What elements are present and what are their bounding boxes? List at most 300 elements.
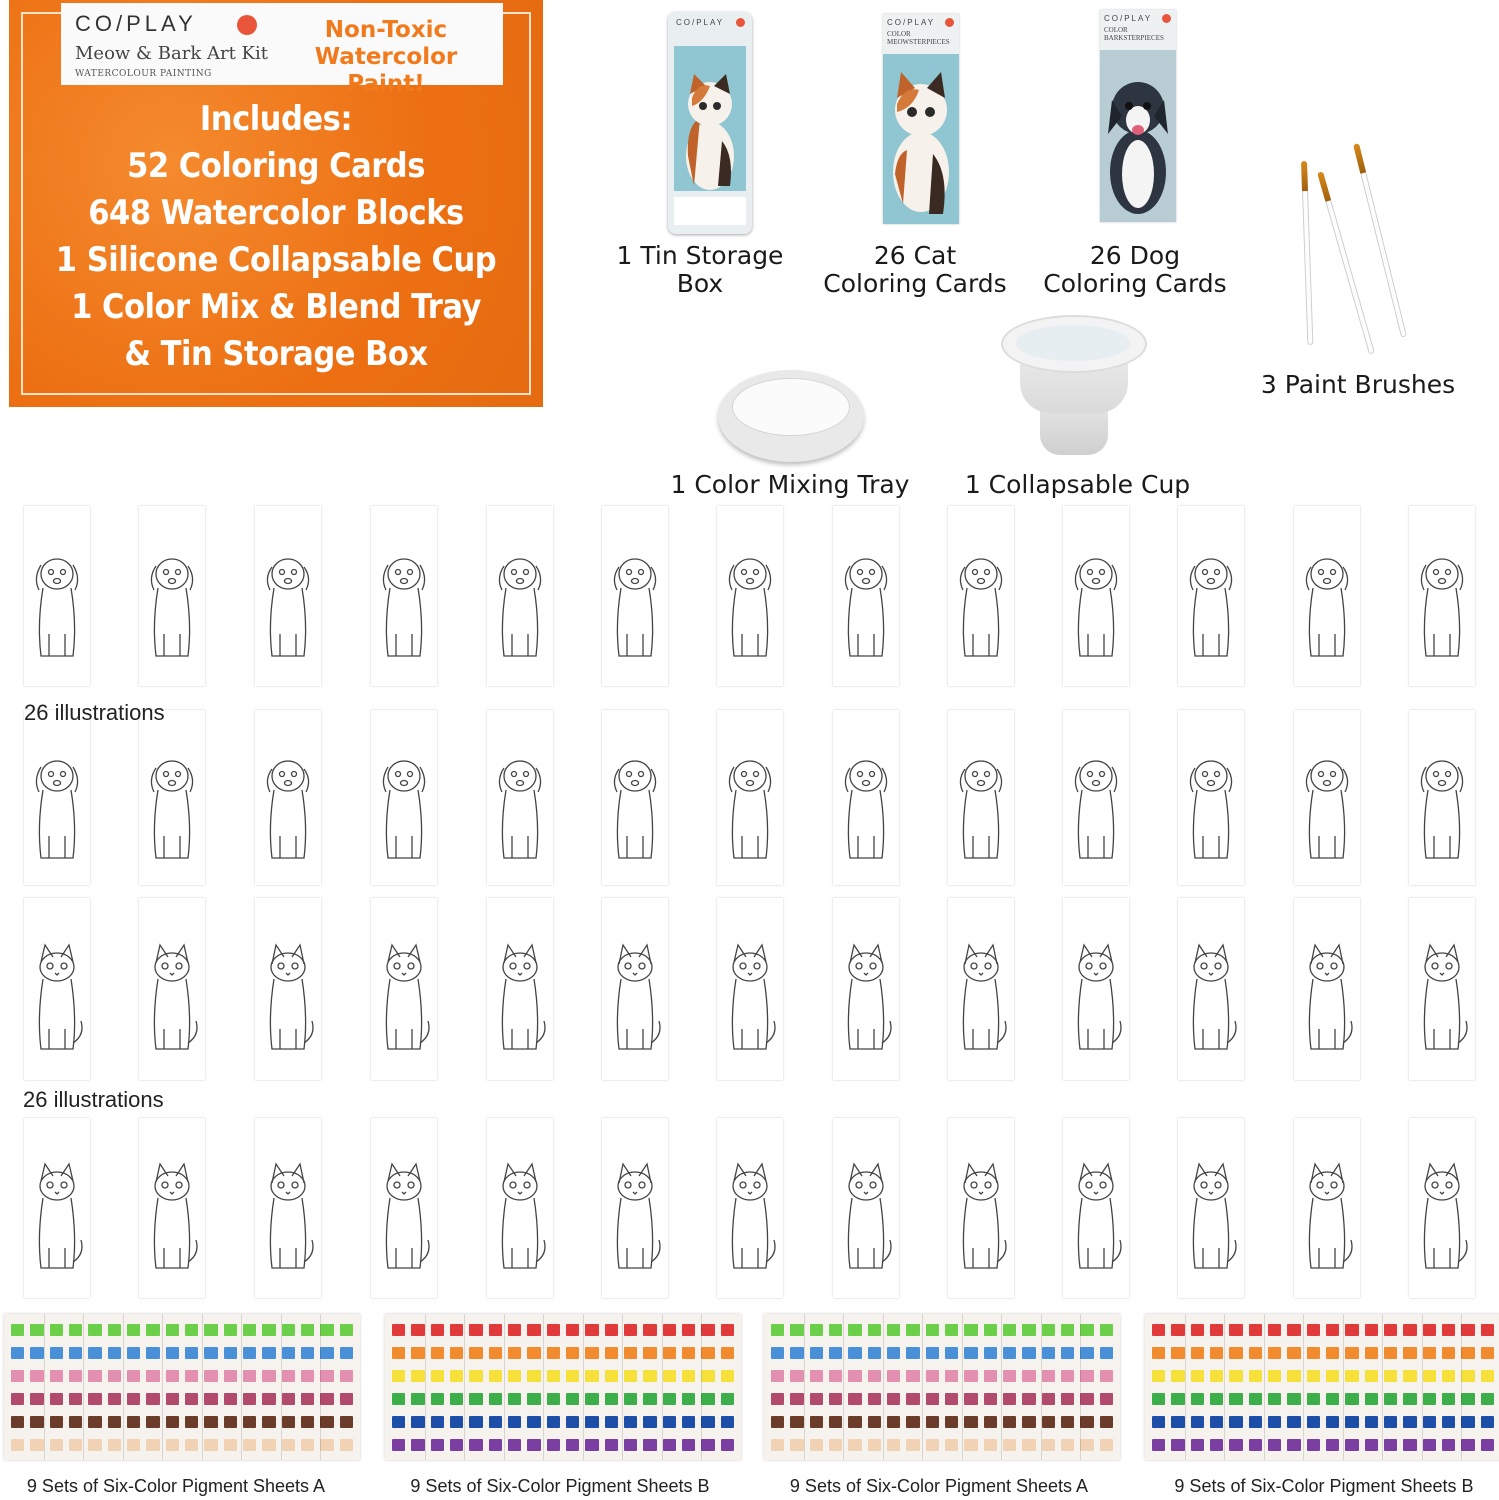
pigment-block bbox=[682, 1416, 695, 1428]
pigment-block bbox=[1442, 1324, 1455, 1336]
pigment-block bbox=[984, 1393, 997, 1405]
pigment-sheet-a bbox=[764, 1314, 1120, 1460]
non-toxic-badge bbox=[279, 17, 493, 98]
pigment-block bbox=[30, 1347, 43, 1359]
pigment-block bbox=[547, 1416, 560, 1428]
pigment-block bbox=[887, 1416, 900, 1428]
pigment-block bbox=[964, 1393, 977, 1405]
pigment-block bbox=[508, 1416, 521, 1428]
includes-heading: Includes: bbox=[199, 99, 353, 139]
pigment-block bbox=[682, 1324, 695, 1336]
pigment-block bbox=[1191, 1416, 1204, 1428]
pigment-block bbox=[868, 1347, 881, 1359]
paint-brush bbox=[1325, 199, 1375, 354]
pigment-block bbox=[1171, 1439, 1184, 1451]
pigment-block bbox=[127, 1324, 140, 1336]
includes-item: 52 Coloring Cards bbox=[127, 146, 425, 186]
pigment-block bbox=[945, 1324, 958, 1336]
pigment-block bbox=[1442, 1416, 1455, 1428]
pigment-block bbox=[1152, 1347, 1165, 1359]
pigment-block bbox=[1061, 1393, 1074, 1405]
pigment-block bbox=[127, 1347, 140, 1359]
pigment-block bbox=[411, 1416, 424, 1428]
pigment-block bbox=[1171, 1416, 1184, 1428]
pigment-block bbox=[945, 1439, 958, 1451]
pigment-block bbox=[185, 1416, 198, 1428]
dog-cards-caption bbox=[1030, 242, 1240, 298]
pigment-block bbox=[262, 1393, 275, 1405]
pigment-block bbox=[50, 1347, 63, 1359]
pigment-block bbox=[50, 1370, 63, 1382]
pigment-block bbox=[887, 1370, 900, 1382]
pigment-block bbox=[1003, 1370, 1016, 1382]
pigment-block bbox=[721, 1416, 734, 1428]
pigment-block bbox=[605, 1393, 618, 1405]
sheet-divider bbox=[1224, 1314, 1225, 1460]
pigment-row bbox=[1149, 1347, 1497, 1359]
dog-coloring-card bbox=[1063, 710, 1129, 885]
pigment-block bbox=[301, 1416, 314, 1428]
palette-icon bbox=[1162, 14, 1171, 23]
pigment-block bbox=[566, 1324, 579, 1336]
cat-line-art-icon bbox=[1297, 937, 1357, 1057]
pigment-block bbox=[11, 1393, 24, 1405]
includes-list bbox=[9, 96, 543, 378]
pigment-block bbox=[605, 1416, 618, 1428]
pigment-block bbox=[1307, 1439, 1320, 1451]
brushes-caption: 3 Paint Brushes bbox=[1260, 370, 1456, 399]
cat-coloring-card bbox=[255, 898, 321, 1080]
pigment-block bbox=[1268, 1324, 1281, 1336]
dog-coloring-card bbox=[602, 506, 668, 686]
pigment-block bbox=[1461, 1393, 1474, 1405]
tin-insert-label bbox=[674, 197, 746, 225]
pigment-block bbox=[527, 1393, 540, 1405]
pigment-block bbox=[1345, 1393, 1358, 1405]
pigment-block bbox=[663, 1393, 676, 1405]
pigment-block bbox=[411, 1439, 424, 1451]
dog-coloring-card bbox=[833, 710, 899, 885]
pigment-row bbox=[768, 1347, 1116, 1359]
pigment-block bbox=[1022, 1439, 1035, 1451]
caption-line: Box bbox=[676, 269, 724, 298]
pigment-block bbox=[1100, 1393, 1113, 1405]
cat-coloring-card bbox=[948, 898, 1014, 1080]
pigment-row bbox=[8, 1347, 356, 1359]
cat-illustrations-label: 26 illustrations bbox=[23, 1087, 164, 1112]
pigment-block bbox=[1249, 1347, 1262, 1359]
pigment-block bbox=[848, 1439, 861, 1451]
cat-line-art-icon bbox=[1066, 937, 1126, 1057]
pigment-block bbox=[166, 1439, 179, 1451]
pigment-block bbox=[108, 1416, 121, 1428]
pigment-block bbox=[30, 1324, 43, 1336]
cat-coloring-card bbox=[487, 1118, 553, 1298]
pigment-block bbox=[508, 1347, 521, 1359]
pigment-block bbox=[1307, 1416, 1320, 1428]
pigment-block bbox=[1365, 1439, 1378, 1451]
pigment-block bbox=[1191, 1370, 1204, 1382]
pigment-block bbox=[411, 1324, 424, 1336]
pigment-block bbox=[69, 1416, 82, 1428]
dog-coloring-card bbox=[487, 710, 553, 885]
pigment-block bbox=[185, 1370, 198, 1382]
pigment-block bbox=[185, 1393, 198, 1405]
color-mixing-tray bbox=[718, 370, 864, 462]
pigment-block bbox=[127, 1439, 140, 1451]
pigment-block bbox=[984, 1347, 997, 1359]
pigment-row bbox=[8, 1439, 356, 1451]
pigment-block bbox=[829, 1370, 842, 1382]
pigment-block bbox=[1268, 1439, 1281, 1451]
pigment-sheet-a bbox=[4, 1314, 360, 1460]
pigment-block bbox=[1022, 1324, 1035, 1336]
palette-icon bbox=[237, 15, 257, 35]
pigment-row bbox=[1149, 1370, 1497, 1382]
pigment-block bbox=[301, 1370, 314, 1382]
hero-panel bbox=[9, 0, 543, 407]
sheet-divider bbox=[922, 1314, 923, 1460]
pigment-block bbox=[450, 1393, 463, 1405]
caption-line: 1 Tin Storage bbox=[616, 241, 784, 270]
pigment-block bbox=[887, 1347, 900, 1359]
tin-brand: CO/PLAY bbox=[676, 18, 725, 27]
pigment-block bbox=[964, 1370, 977, 1382]
tray-well bbox=[732, 378, 850, 436]
dog-coloring-card bbox=[1409, 710, 1475, 885]
cat-coloring-card bbox=[371, 1118, 437, 1298]
pigment-block bbox=[489, 1393, 502, 1405]
dog-line-art-icon bbox=[374, 746, 434, 866]
cat-illustration bbox=[674, 46, 746, 191]
cat-coloring-card bbox=[255, 1118, 321, 1298]
pigment-block bbox=[204, 1324, 217, 1336]
pigment-block bbox=[1080, 1439, 1093, 1451]
dog-line-art-icon bbox=[490, 544, 550, 664]
pigment-block bbox=[1345, 1416, 1358, 1428]
pigment-block bbox=[721, 1370, 734, 1382]
sheet-divider bbox=[1080, 1314, 1081, 1460]
pigment-block bbox=[11, 1324, 24, 1336]
dog-coloring-card bbox=[1294, 710, 1360, 885]
dog-line-art-icon bbox=[258, 544, 318, 664]
pigment-block bbox=[887, 1439, 900, 1451]
pigment-block bbox=[450, 1347, 463, 1359]
pigment-block bbox=[1042, 1416, 1055, 1428]
pigment-block bbox=[1249, 1324, 1262, 1336]
pigment-block bbox=[1249, 1393, 1262, 1405]
pigment-block bbox=[1384, 1347, 1397, 1359]
pigment-block bbox=[1268, 1416, 1281, 1428]
pigment-block bbox=[1100, 1439, 1113, 1451]
cat-line-art-icon bbox=[258, 1156, 318, 1276]
pigment-block bbox=[1287, 1370, 1300, 1382]
pigment-block bbox=[1365, 1370, 1378, 1382]
dog-line-art-icon bbox=[605, 544, 665, 664]
pigment-block bbox=[243, 1416, 256, 1428]
pigment-block bbox=[682, 1439, 695, 1451]
cat-coloring-card bbox=[487, 898, 553, 1080]
pigment-block bbox=[1365, 1393, 1378, 1405]
kit-subtitle: WATERCOLOUR PAINTING bbox=[75, 69, 212, 79]
pigment-block bbox=[1481, 1393, 1494, 1405]
pigment-block bbox=[1210, 1370, 1223, 1382]
pigment-block bbox=[964, 1439, 977, 1451]
pigment-block bbox=[771, 1370, 784, 1382]
pigment-block bbox=[906, 1393, 919, 1405]
pigment-block bbox=[224, 1347, 237, 1359]
pigment-block bbox=[1152, 1324, 1165, 1336]
pigment-block bbox=[790, 1347, 803, 1359]
pigment-block bbox=[108, 1347, 121, 1359]
pigment-block bbox=[547, 1370, 560, 1382]
pigment-block bbox=[527, 1370, 540, 1382]
pigment-block bbox=[663, 1416, 676, 1428]
pigment-block bbox=[1268, 1370, 1281, 1382]
dog-line-art-icon bbox=[1412, 746, 1472, 866]
pigment-block bbox=[469, 1416, 482, 1428]
pigment-block bbox=[964, 1416, 977, 1428]
dog-line-art-icon bbox=[1181, 746, 1241, 866]
pigment-block bbox=[721, 1393, 734, 1405]
cat-coloring-card bbox=[1063, 898, 1129, 1080]
cat-line-art-icon bbox=[490, 937, 550, 1057]
pigment-block bbox=[682, 1347, 695, 1359]
pigment-block bbox=[320, 1439, 333, 1451]
pigment-block bbox=[1061, 1416, 1074, 1428]
pigment-block bbox=[1229, 1439, 1242, 1451]
pigment-block bbox=[320, 1393, 333, 1405]
pigment-block bbox=[1191, 1347, 1204, 1359]
pigment-block bbox=[50, 1324, 63, 1336]
pigment-block bbox=[771, 1416, 784, 1428]
dog-line-art-icon bbox=[720, 746, 780, 866]
pigment-block bbox=[1003, 1347, 1016, 1359]
pigment-block bbox=[508, 1324, 521, 1336]
pigment-block bbox=[450, 1370, 463, 1382]
pigment-block bbox=[1287, 1347, 1300, 1359]
pigment-block bbox=[701, 1393, 714, 1405]
pigment-block bbox=[643, 1393, 656, 1405]
dog-coloring-cards bbox=[1100, 10, 1176, 222]
pigment-block bbox=[1384, 1324, 1397, 1336]
pigment-block bbox=[146, 1439, 159, 1451]
pigment-block bbox=[984, 1370, 997, 1382]
pigment-block bbox=[1229, 1347, 1242, 1359]
pigment-block bbox=[1152, 1370, 1165, 1382]
pigment-block bbox=[146, 1370, 159, 1382]
pigment-block bbox=[1461, 1347, 1474, 1359]
dog-line-art-icon bbox=[1181, 544, 1241, 664]
tin-caption bbox=[600, 242, 800, 298]
cat-coloring-card bbox=[1409, 1118, 1475, 1298]
pigment-row bbox=[768, 1439, 1116, 1451]
cat-line-art-icon bbox=[836, 937, 896, 1057]
pigment-block bbox=[1210, 1393, 1223, 1405]
cat-coloring-card bbox=[602, 898, 668, 1080]
pigment-block bbox=[1384, 1370, 1397, 1382]
pigment-row bbox=[389, 1347, 737, 1359]
pigment-block bbox=[643, 1370, 656, 1382]
dog-coloring-card bbox=[371, 710, 437, 885]
sheet-divider bbox=[804, 1314, 805, 1460]
dog-coloring-card bbox=[717, 710, 783, 885]
dog-coloring-card bbox=[1178, 710, 1244, 885]
pigment-block bbox=[771, 1324, 784, 1336]
pigment-row bbox=[389, 1370, 737, 1382]
pigment-block bbox=[1100, 1370, 1113, 1382]
cat-line-art-icon bbox=[1181, 937, 1241, 1057]
pigment-block bbox=[1326, 1324, 1339, 1336]
pigment-block bbox=[1423, 1324, 1436, 1336]
pigment-block bbox=[829, 1324, 842, 1336]
pigment-block bbox=[848, 1370, 861, 1382]
pigment-block bbox=[320, 1347, 333, 1359]
pigment-block bbox=[810, 1416, 823, 1428]
pigment-block bbox=[1191, 1439, 1204, 1451]
pigment-block bbox=[624, 1370, 637, 1382]
pigment-block bbox=[30, 1370, 43, 1382]
pigment-block bbox=[585, 1324, 598, 1336]
cat-coloring-card bbox=[1294, 1118, 1360, 1298]
palette-icon bbox=[736, 18, 745, 27]
cat-line-art-icon bbox=[27, 1156, 87, 1276]
cat-line-art-icon bbox=[605, 937, 665, 1057]
cat-cards-caption bbox=[810, 242, 1020, 298]
pigment-block bbox=[1307, 1324, 1320, 1336]
dog-coloring-card bbox=[24, 710, 90, 885]
pigment-block bbox=[1152, 1439, 1165, 1451]
dog-line-art-icon bbox=[951, 544, 1011, 664]
pigment-block bbox=[926, 1439, 939, 1451]
pigment-block bbox=[469, 1347, 482, 1359]
pigment-row bbox=[389, 1324, 737, 1336]
dog-line-art-icon bbox=[1412, 544, 1472, 664]
sheet-divider bbox=[962, 1314, 963, 1460]
dog-line-art-icon bbox=[836, 746, 896, 866]
dog-line-art-icon bbox=[836, 544, 896, 664]
pigment-block bbox=[469, 1393, 482, 1405]
cat-coloring-card bbox=[948, 1118, 1014, 1298]
pigment-block bbox=[868, 1439, 881, 1451]
pigment-block bbox=[1326, 1393, 1339, 1405]
cat-line-art-icon bbox=[374, 1156, 434, 1276]
pigment-row bbox=[389, 1439, 737, 1451]
pigment-block bbox=[585, 1347, 598, 1359]
pigment-block bbox=[243, 1347, 256, 1359]
pigment-block bbox=[790, 1393, 803, 1405]
pigment-block bbox=[945, 1347, 958, 1359]
pigment-block bbox=[489, 1347, 502, 1359]
pigment-block bbox=[30, 1416, 43, 1428]
cat-coloring-card bbox=[139, 1118, 205, 1298]
pigment-block bbox=[450, 1324, 463, 1336]
pigment-block bbox=[1307, 1370, 1320, 1382]
pigment-block bbox=[721, 1439, 734, 1451]
pigment-block bbox=[810, 1393, 823, 1405]
pigment-block bbox=[624, 1393, 637, 1405]
pigment-block bbox=[906, 1324, 919, 1336]
pigment-block bbox=[224, 1370, 237, 1382]
pigment-block bbox=[1229, 1393, 1242, 1405]
pigment-block bbox=[320, 1324, 333, 1336]
pigment-block bbox=[1080, 1416, 1093, 1428]
pigment-block bbox=[1100, 1324, 1113, 1336]
card-brand: CO/PLAY bbox=[887, 18, 936, 27]
pigment-block bbox=[790, 1370, 803, 1382]
sheet-divider bbox=[662, 1314, 663, 1460]
cat-line-art-icon bbox=[258, 937, 318, 1057]
pigment-block bbox=[624, 1416, 637, 1428]
sheet-divider bbox=[464, 1314, 465, 1460]
pigment-block bbox=[1249, 1439, 1262, 1451]
pigment-block bbox=[945, 1393, 958, 1405]
pigment-block bbox=[547, 1324, 560, 1336]
pigment-block bbox=[1022, 1347, 1035, 1359]
cat-coloring-card bbox=[833, 898, 899, 1080]
pigment-block bbox=[146, 1416, 159, 1428]
pigment-block bbox=[1152, 1393, 1165, 1405]
pigment-block bbox=[547, 1347, 560, 1359]
pigment-block bbox=[1442, 1393, 1455, 1405]
pigment-block bbox=[1022, 1393, 1035, 1405]
pigment-block bbox=[69, 1393, 82, 1405]
pigment-block bbox=[1481, 1324, 1494, 1336]
dog-line-art-icon bbox=[1066, 746, 1126, 866]
pigment-block bbox=[829, 1416, 842, 1428]
dog-illustration bbox=[1100, 50, 1176, 222]
pigment-block bbox=[624, 1439, 637, 1451]
pigment-row bbox=[768, 1370, 1116, 1382]
includes-item: 1 Silicone Collapsable Cup bbox=[55, 240, 497, 280]
pigment-block bbox=[224, 1439, 237, 1451]
pigment-block bbox=[243, 1393, 256, 1405]
pigment-block bbox=[887, 1324, 900, 1336]
pigment-block bbox=[411, 1370, 424, 1382]
dog-line-art-icon bbox=[142, 544, 202, 664]
pigment-block bbox=[945, 1370, 958, 1382]
pigment-sheet-b bbox=[385, 1314, 741, 1460]
pigment-row bbox=[1149, 1393, 1497, 1405]
pigment-block bbox=[1268, 1347, 1281, 1359]
pigment-block bbox=[663, 1324, 676, 1336]
pigment-block bbox=[1210, 1439, 1223, 1451]
dog-coloring-card bbox=[487, 506, 553, 686]
pigment-block bbox=[262, 1416, 275, 1428]
pigment-block bbox=[868, 1324, 881, 1336]
pigment-block bbox=[643, 1324, 656, 1336]
pigment-block bbox=[146, 1393, 159, 1405]
pigment-block bbox=[527, 1324, 540, 1336]
pigment-block bbox=[450, 1416, 463, 1428]
pigment-block bbox=[1003, 1324, 1016, 1336]
pigment-block bbox=[392, 1324, 405, 1336]
cat-coloring-card bbox=[833, 1118, 899, 1298]
pigment-block bbox=[829, 1347, 842, 1359]
pigment-block bbox=[431, 1416, 444, 1428]
pigment-row bbox=[389, 1393, 737, 1405]
pigment-block bbox=[69, 1370, 82, 1382]
pigment-block bbox=[166, 1393, 179, 1405]
pigment-block bbox=[1287, 1393, 1300, 1405]
pigment-block bbox=[810, 1370, 823, 1382]
pigment-block bbox=[224, 1324, 237, 1336]
pigment-block bbox=[585, 1416, 598, 1428]
card-title: COLOR BARKSTERPIECES bbox=[1104, 26, 1164, 42]
sheet-divider bbox=[1422, 1314, 1423, 1460]
pigment-block bbox=[810, 1324, 823, 1336]
pigment-block bbox=[204, 1416, 217, 1428]
